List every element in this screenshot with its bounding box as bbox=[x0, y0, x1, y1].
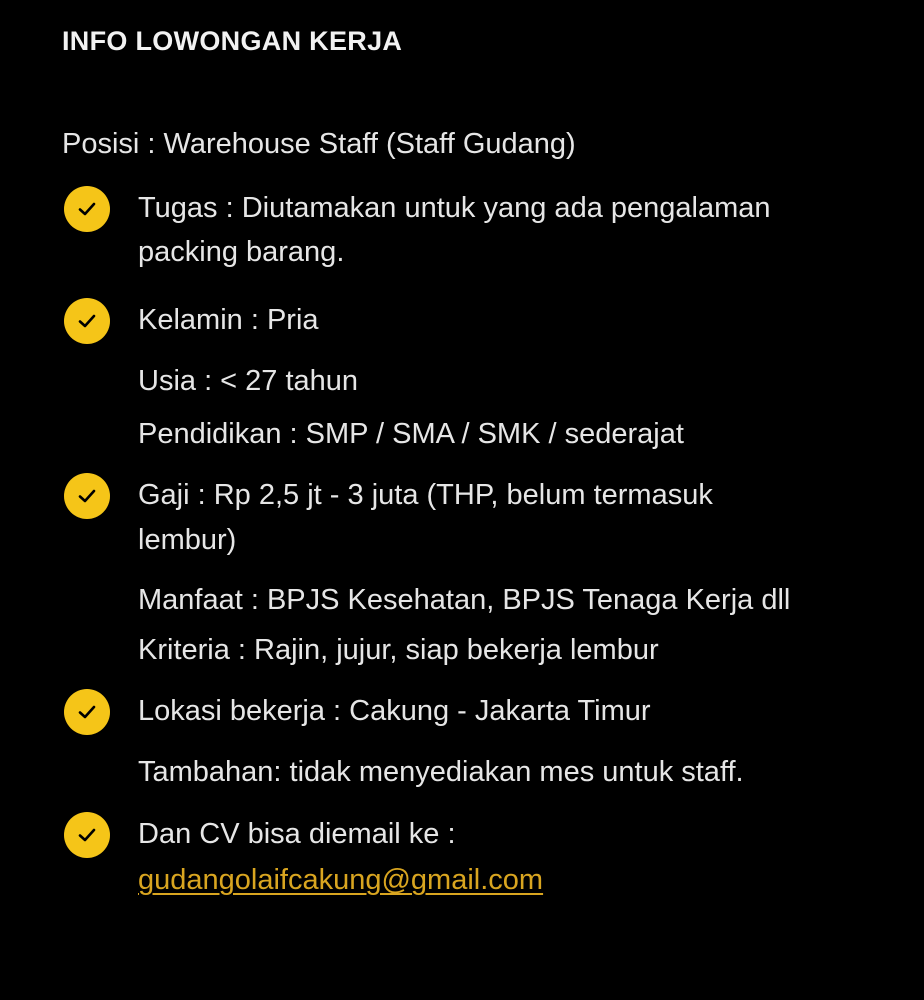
kelamin-text: Kelamin : Pria bbox=[138, 304, 319, 336]
gaji-text-line-2: lembur) bbox=[138, 524, 237, 556]
check-circle-icon bbox=[64, 298, 110, 344]
page-title: INFO LOWONGAN KERJA bbox=[62, 26, 403, 56]
lokasi-text: Lokasi bekerja : Cakung - Jakarta Timur bbox=[138, 695, 651, 727]
gaji-text-line-1: Gaji : Rp 2,5 jt - 3 juta (THP, belum termasuk bbox=[138, 479, 713, 511]
email-link[interactable]: gudangolaifcakung@gmail.com bbox=[138, 864, 544, 896]
check-circle-icon bbox=[64, 812, 110, 858]
manfaat-text: Manfaat : BPJS Kesehatan, BPJS Tenaga Kerja dll bbox=[138, 584, 791, 616]
check-circle-icon bbox=[64, 689, 110, 735]
posisi-text: Posisi : Warehouse Staff (Staff Gudang) bbox=[62, 128, 576, 160]
usia-text: Usia : < 27 tahun bbox=[138, 365, 359, 397]
kriteria-text: Kriteria : Rajin, jujur, siap bekerja lembur bbox=[138, 634, 659, 666]
cv-text: Dan CV bisa diemail ke : bbox=[138, 818, 456, 850]
check-circle-icon bbox=[64, 186, 110, 232]
pendidikan-text: Pendidikan : SMP / SMA / SMK / sederajat bbox=[138, 418, 684, 450]
tugas-text-line-1: Tugas : Diutamakan untuk yang ada pengalaman bbox=[138, 192, 771, 224]
tambahan-text: Tambahan: tidak menyediakan mes untuk staff. bbox=[138, 756, 744, 788]
check-circle-icon bbox=[64, 473, 110, 519]
tugas-text-line-2: packing barang. bbox=[138, 236, 345, 268]
